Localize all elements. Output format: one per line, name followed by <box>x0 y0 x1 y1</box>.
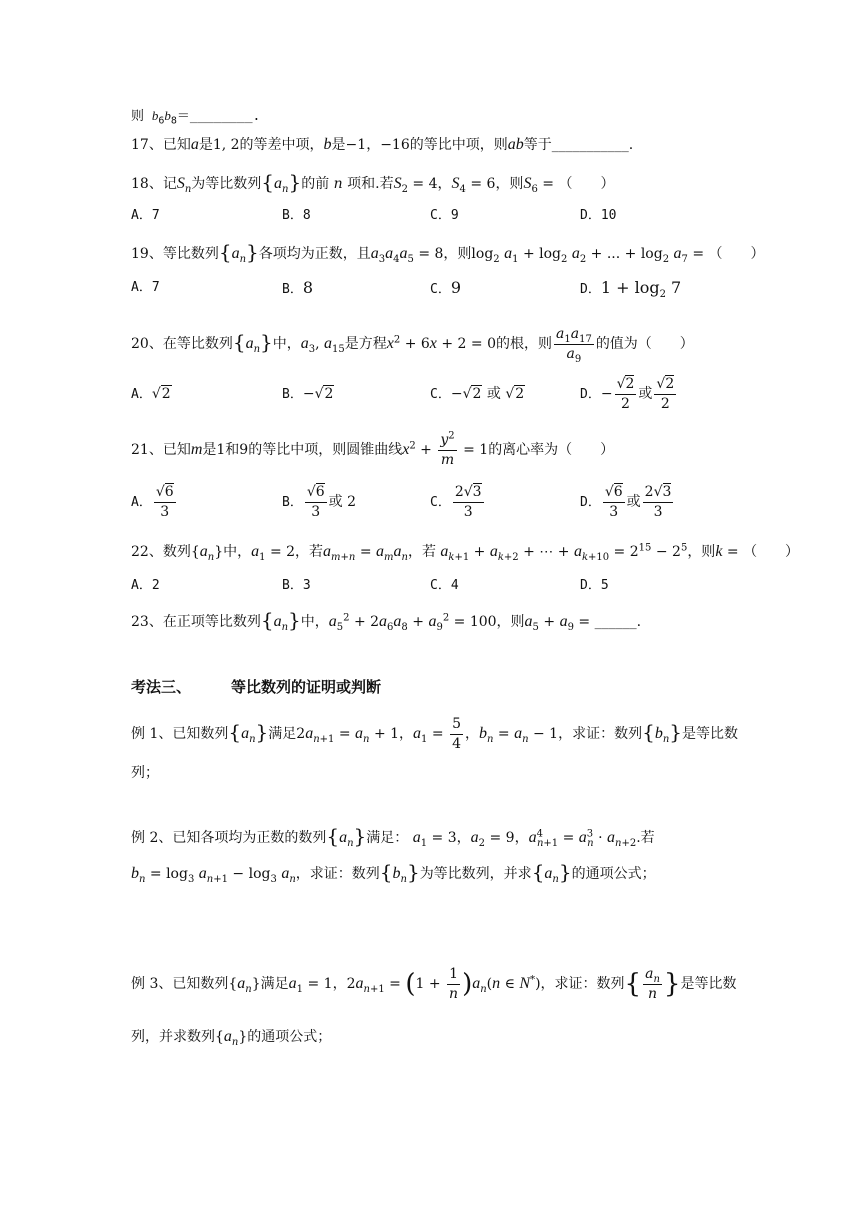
text: 项和.若 <box>347 176 394 192</box>
option-d: D．10 <box>580 208 617 223</box>
math-b-product: $b_6b_8$ <box>151 108 177 127</box>
option-a: A．7 <box>131 208 160 223</box>
text: 17、已知 <box>131 137 191 153</box>
text: ＝________. <box>176 109 261 124</box>
option-c: C．9 <box>430 278 462 297</box>
text: 是 <box>198 137 213 153</box>
text: 23、在正项等比数列 <box>131 614 261 630</box>
text: ，求证：数列 <box>558 726 643 742</box>
text: 等于___________. <box>523 137 634 153</box>
option-c: C．4 <box>430 578 459 593</box>
option-a: A．2 <box>131 578 160 593</box>
text: （ ） <box>743 544 800 560</box>
option-d: D．− $\frac{√2}{2}$ 或 $\frac{√2}{2}$ <box>580 375 675 412</box>
text: 的通项公式； <box>571 866 656 882</box>
fraction: $\frac{√6}{3}$ <box>306 483 325 520</box>
math: −16 <box>380 137 410 153</box>
fraction: $\frac{2√3}{3}$ <box>454 483 482 520</box>
text: 例 3、已知数列 <box>131 976 229 992</box>
text: 满足： <box>366 830 409 846</box>
option-a <box>131 384 172 405</box>
fraction: $\frac{a_1a_{17}}{a_9}$ <box>555 325 592 365</box>
text: 满足 <box>268 726 297 742</box>
text: ，求证：数列 <box>295 866 380 882</box>
fraction: $\frac{2√3}{3}$ <box>644 483 672 520</box>
text: （ ） <box>708 246 765 262</box>
example-2-cont: $b_n = \log_3 a_{n+1} - \log_3 a_n$，求证：数列$\{b_n\}$为等比数列，并求$\{a_n\}$的通项公式； <box>131 860 656 885</box>
sqrt: √2 <box>314 386 334 402</box>
line-b-product <box>131 106 260 127</box>
example-2: 例 2、已知各项均为正数的数列$\{a_n\}$满足： $a_1 = 3$，$a_2 = 9$，$a^4_{n+1} = a^3_n \cdot a_{n+2}$.若 <box>131 824 655 849</box>
option-b: B．8 <box>282 208 311 223</box>
text: 或 <box>626 494 641 510</box>
text: 是等比数 <box>682 726 738 742</box>
example-3-cont: 列，并求数列$\{a_n\}$的通项公式； <box>131 1028 332 1048</box>
math: −1 <box>345 137 367 153</box>
text: 的值为（ ） <box>595 336 694 352</box>
text: 或 <box>486 386 501 402</box>
text: .若 <box>636 830 655 846</box>
example-1-cont: 列； <box>131 765 159 781</box>
text: A． <box>131 495 152 510</box>
text: 为等比数列，并求 <box>419 866 532 882</box>
option-d: D．$1 + \log_2 7$ <box>580 278 682 301</box>
text: 中， <box>300 614 329 630</box>
question-17: 17、已知a是1, 2的等差中项，b是−1，−16的等比中项，则ab等于___________. <box>131 136 634 153</box>
text: 的通项公式； <box>247 1029 332 1045</box>
text: 的等比中项，则 <box>409 137 508 153</box>
option-b: B．3 <box>282 578 311 593</box>
fraction: $\frac{5}{4}$ <box>452 715 461 752</box>
text: 21、已知 <box>131 442 191 458</box>
text: 为等比数列 <box>191 176 262 192</box>
question-20: 20、在等比数列$\{a_n\}$中，$a_3$, $a_{15}$是方程$x^2 + 6x + 2 = 0$的根，则 $\frac{a_1a_{17}}{a_9}$ 的值为（ ） <box>131 325 694 365</box>
text: 的等差中项， <box>239 137 324 153</box>
text: 或 2 <box>328 494 357 510</box>
math: 1, 2 <box>212 137 240 153</box>
section-label: 考法三、 <box>131 678 192 696</box>
option-b: B．−√2 <box>282 386 334 402</box>
example-1: 例 1、已知数列$\{a_n\}$满足$2a_{n+1} = a_n + 1$，$a_1$ = $\frac{5}{4}$ ，$b_n = a_n - 1$，求证：数列$\{b_n\}$是等比数 <box>131 715 738 752</box>
text: 18、记 <box>131 176 177 192</box>
text: ，若 <box>295 544 324 560</box>
text: 例 1、已知数列 <box>131 726 229 742</box>
section-heading <box>131 677 381 697</box>
text: 是 <box>331 137 346 153</box>
sqrt: √2 <box>505 386 525 402</box>
question-18: 18、记$S_n$为等比数列$\{a_n\}$的前 n 项和.若$S_2 = 4$，$S_4 = 6$，则$S_6$ = （ ） <box>131 170 615 195</box>
text: B． <box>282 387 303 402</box>
text: ，求证：数列 <box>540 976 625 992</box>
text: ______. <box>594 614 642 630</box>
fraction: $\frac{y^2}{m}$ <box>440 429 455 468</box>
question-19: 19、等比数列$\{a_n\}$各项均为正数，且$a_3a_4a_5 = 8$，则$\log_2 a_1 + \log_2 a_2$ + ... + $\log_2 a_7$ = （ ） <box>131 240 765 265</box>
text: ，则 <box>687 544 716 560</box>
text: ，则 <box>495 176 524 192</box>
text: 的根，则 <box>495 336 552 352</box>
text: 是方程 <box>344 336 387 352</box>
option-b <box>282 480 356 525</box>
text: 或 <box>638 386 653 402</box>
text: 满足 <box>260 976 289 992</box>
sqrt: √2 <box>462 386 482 402</box>
text: D． <box>580 387 601 402</box>
text: 是1和9的等比中项，则圆锥曲线 <box>202 442 403 458</box>
option-a <box>131 480 178 525</box>
question-23: 23、在正项等比数列$\{a_n\}$中，$a_5^2 + 2a_6a_8 + a_9^2 = 100$，则$a_5 + a_9$ = ______. <box>131 608 642 633</box>
text: 19、等比数列 <box>131 246 219 262</box>
text: 20、在等比数列 <box>131 336 233 352</box>
fraction: $\frac{1}{n}$ <box>449 965 459 1002</box>
text: 中， <box>223 544 252 560</box>
text: ，则 <box>443 246 472 262</box>
question-22: 22、数列$\{a_n\}$中，$a_1 = 2$，若$a_{m+n} = a_ma_n$，若 $a_{k+1} + a_{k+2}$ + ⋯ + $a_{k+10} = 2^{15} - 2^5$，则k = （ ） <box>131 542 800 563</box>
text: B． <box>282 495 303 510</box>
option-a: A．7 <box>131 280 160 295</box>
section-title: 等比数列的证明或判断 <box>231 678 382 696</box>
fraction: $\frac{√2}{2}$ <box>656 375 675 412</box>
text: ，则 <box>496 614 525 630</box>
text: C． <box>430 282 451 297</box>
text: C． <box>430 387 451 402</box>
text: D． <box>580 495 601 510</box>
sqrt: √2 <box>151 386 171 402</box>
example-3: 例 3、已知数列$\{a_n\}$满足$a_1 = 1$，$2a_{n+1} = (1$ + $\frac{1}{n}$ )$a_n(n$ ∈ N*)，求证：数列{ $\frac{a_n}{n}$ }是等比数 <box>131 965 737 1002</box>
text: 列，并求数列 <box>131 1029 215 1045</box>
text: 的前 <box>301 176 330 192</box>
option-c: C．−√2 或 √2 <box>430 386 525 402</box>
text: 则 <box>131 109 145 124</box>
question-21: 21、已知m是1和9的等比中项，则圆锥曲线$x^2$ + $\frac{y^2}{m}$ = 1的离心率为（ ） <box>131 429 615 468</box>
text: C． <box>430 495 451 510</box>
text: （ ） <box>558 176 615 192</box>
text: 各项均为正数，且 <box>258 246 371 262</box>
fraction: $\frac{√6}{3}$ <box>155 483 174 520</box>
option-d <box>580 480 675 525</box>
option-b: B．8 <box>282 278 314 297</box>
fraction: $\frac{√6}{3}$ <box>604 483 623 520</box>
text: 22、数列 <box>131 544 191 560</box>
text: A． <box>131 387 152 402</box>
text: 中， <box>272 336 301 352</box>
text: 是等比数 <box>680 976 737 992</box>
text: 的离心率为（ ） <box>488 442 615 458</box>
fraction: $\frac{√2}{2}$ <box>616 375 635 412</box>
option-c <box>430 480 486 525</box>
text: 例 2、已知各项均为正数的数列 <box>131 830 327 846</box>
option-d: D．5 <box>580 578 609 593</box>
option-c: C．9 <box>430 208 459 223</box>
text: B． <box>282 282 303 297</box>
fraction: $\frac{a_n}{n}$ <box>645 965 660 1002</box>
text: D． <box>580 282 601 297</box>
